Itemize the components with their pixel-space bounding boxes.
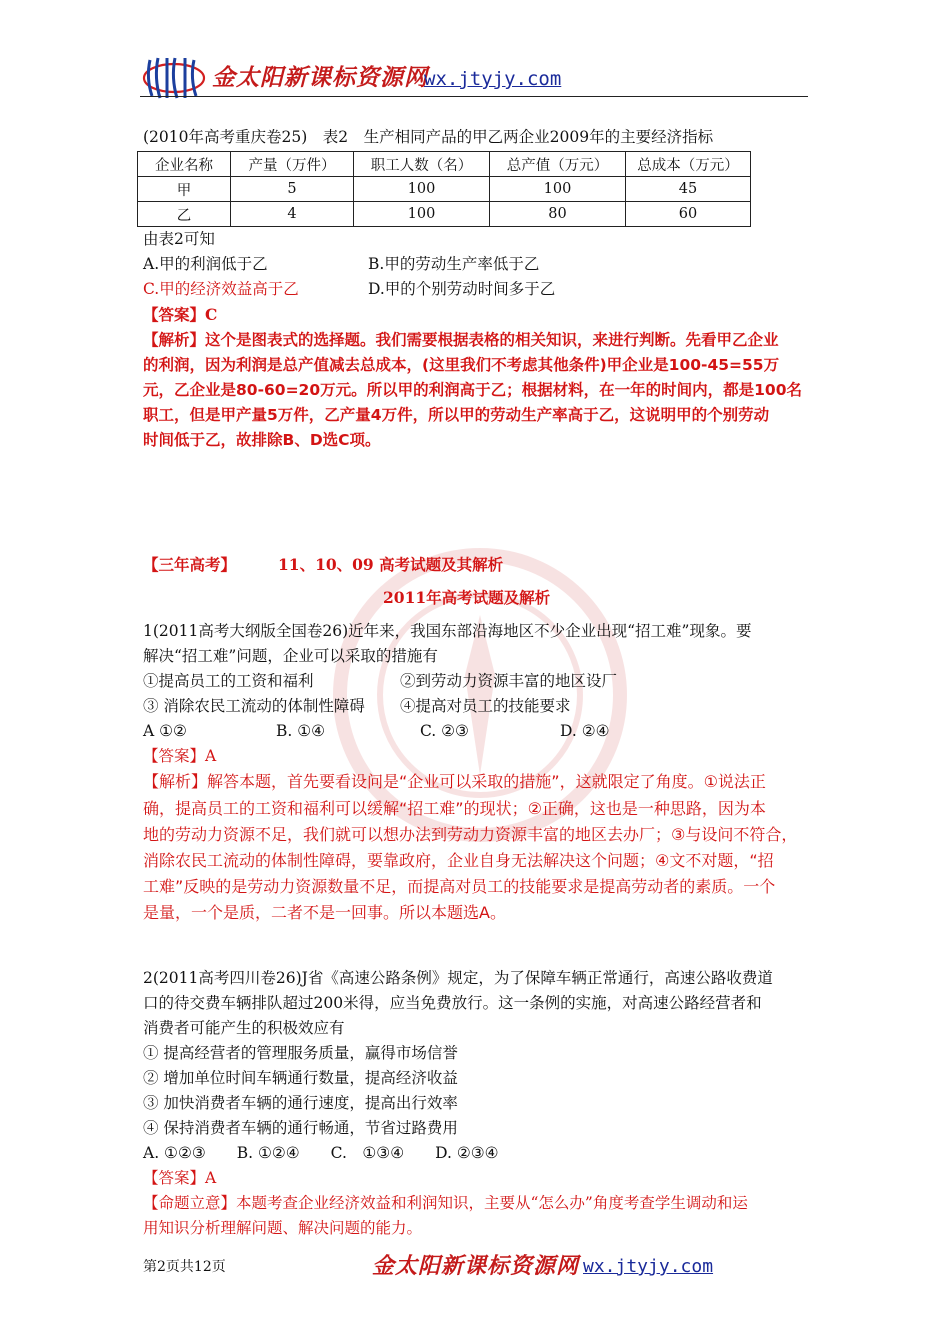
table-row [138, 202, 751, 227]
table-cell: 甲 [138, 177, 231, 202]
page-number: 第2页共12页 [143, 1259, 226, 1275]
statement-item: ② 增加单位时间车辆通行数量，提高经济收益 [143, 1069, 458, 1087]
header-site-link[interactable]: wx.jtyjy.com [424, 68, 562, 90]
statement-item: ④提高对员工的技能要求 [400, 697, 571, 715]
choice-b: B. ①④ [276, 722, 326, 740]
footer-brand: 金太阳新课标资源网 [372, 1253, 580, 1279]
option-d: D.甲的个别劳动时间多于乙 [368, 280, 556, 298]
statement-item: ②到劳动力资源丰富的地区设厂 [400, 672, 618, 690]
question-lead: 由表2可知 [143, 230, 215, 248]
choice-a: A ①② [143, 722, 187, 740]
analysis-line: 【解析】解答本题，首先要看设问是“企业可以采取的措施”，这就限定了角度。①说法正 [143, 772, 766, 791]
analysis-line: 确，提高员工的工资和福利可以缓解“招工难”的现状；②正确，这也是一种思路，因为本 [143, 799, 766, 818]
table-header-row [138, 152, 751, 177]
table-cell: 60 [626, 202, 751, 227]
table-cell: 乙 [138, 202, 231, 227]
statement-item: ③ 消除农民工流动的体制性障碍 [143, 697, 365, 715]
statement-item: ① 提高经营者的管理服务质量，赢得市场信誉 [143, 1044, 458, 1062]
section-subtitle: 2011年高考试题及解析 [383, 588, 551, 607]
question-stem: 2(2011高考四川卷26)J省《高速公路条例》规定，为了保障车辆正常通行，高速公路收费道 [143, 969, 773, 987]
option-c: C.甲的经济效益高于乙 [143, 280, 299, 298]
answer-label: 【答案】C [143, 305, 218, 324]
question-stem: 1(2011高考大纲版全国卷26)近年来，我国东部沿海地区不少企业出现“招工难”现象。要 [143, 622, 752, 640]
choice-list: A. ①②③ B. ①②④ C. ①③④ D. ②③④ [143, 1144, 499, 1162]
section-title: 11、10、09 高考试题及其解析 [278, 555, 504, 574]
analysis-line: 职工，但是甲产量5万件，乙产量4万件，所以甲的劳动生产率高于乙，这说明甲的个别劳动 [143, 406, 770, 424]
table-cell: 100 [354, 177, 490, 202]
analysis-line: 地的劳动力资源不足，我们就可以想办法到劳动力资源丰富的地区去办厂；③与设问不符合， [143, 825, 798, 844]
table-header-cell: 总产值（万元） [490, 152, 626, 177]
question-stem: 消费者可能产生的积极效应有 [143, 1019, 345, 1037]
statement-item: ①提高员工的工资和福利 [143, 672, 314, 690]
table-cell: 4 [231, 202, 354, 227]
header-brand: 金太阳新课标资源网 [212, 64, 428, 91]
option-a: A.甲的利润低于乙 [143, 255, 268, 273]
table-header-cell: 产量（万件） [231, 152, 354, 177]
table-cell: 100 [354, 202, 490, 227]
statement-item: ④ 保持消费者车辆的通行畅通，节省过路费用 [143, 1119, 458, 1137]
analysis-line: 元，乙企业是80-60=20万元。所以甲的利润高于乙；根据材料，在一年的时间内，都是100名 [143, 381, 802, 399]
table-caption: (2010年高考重庆卷25) 表2 生产相同产品的甲乙两企业2009年的主要经济指标 [143, 128, 714, 146]
intent-line: 用知识分析理解问题、解决问题的能力。 [143, 1219, 423, 1237]
answer-label: 【答案】A [143, 1169, 217, 1187]
table-cell: 80 [490, 202, 626, 227]
choice-c: C. ②③ [420, 722, 469, 740]
section-label: 【三年高考】 [143, 555, 237, 574]
question-stem: 解决“招工难”问题，企业可以采取的措施有 [143, 647, 438, 665]
intent-line: 【命题立意】本题考查企业经济效益和利润知识，主要从“怎么办”角度考查学生调动和运 [143, 1194, 748, 1212]
footer-site-link[interactable]: wx.jtyjy.com [583, 1256, 714, 1277]
indicator-table [137, 151, 751, 227]
table-header-cell: 职工人数（名） [354, 152, 490, 177]
analysis-line: 【解析】这个是图表式的选择题。我们需要根据表格的相关知识，来进行判断。先看甲乙企业 [143, 331, 779, 349]
table-cell: 5 [231, 177, 354, 202]
table-cell: 100 [490, 177, 626, 202]
table-header-cell: 企业名称 [138, 152, 231, 177]
table-row [138, 177, 751, 202]
answer-label: 【答案】A [143, 747, 217, 765]
table-header-cell: 总成本（万元） [626, 152, 751, 177]
option-b: B.甲的劳动生产率低于乙 [368, 255, 540, 273]
analysis-line: 工难”反映的是劳动力资源数量不足，而提高对员工的技能要求是提高劳动者的素质。一个 [143, 877, 776, 896]
analysis-line: 是量，一个是质，二者不是一回事。所以本题选A。 [143, 903, 506, 922]
analysis-line: 时间低于乙，故排除B、D选C项。 [143, 431, 381, 449]
header-rule [140, 96, 808, 97]
table-cell: 45 [626, 177, 751, 202]
analysis-line: 消除农民工流动的体制性障碍，要靠政府，企业自身无法解决这个问题；④文不对题，“招 [143, 851, 774, 870]
choice-d: D. ②④ [560, 722, 610, 740]
statement-item: ③ 加快消费者车辆的通行速度，提高出行效率 [143, 1094, 458, 1112]
question-stem: 口的待交费车辆排队超过200米得，应当免费放行。这一条例的实施，对高速公路经营者和 [143, 994, 762, 1012]
analysis-line: 的利润，因为利润是总产值减去总成本，(这里我们不考虑其他条件)甲企业是100-45=55万 [143, 356, 780, 374]
